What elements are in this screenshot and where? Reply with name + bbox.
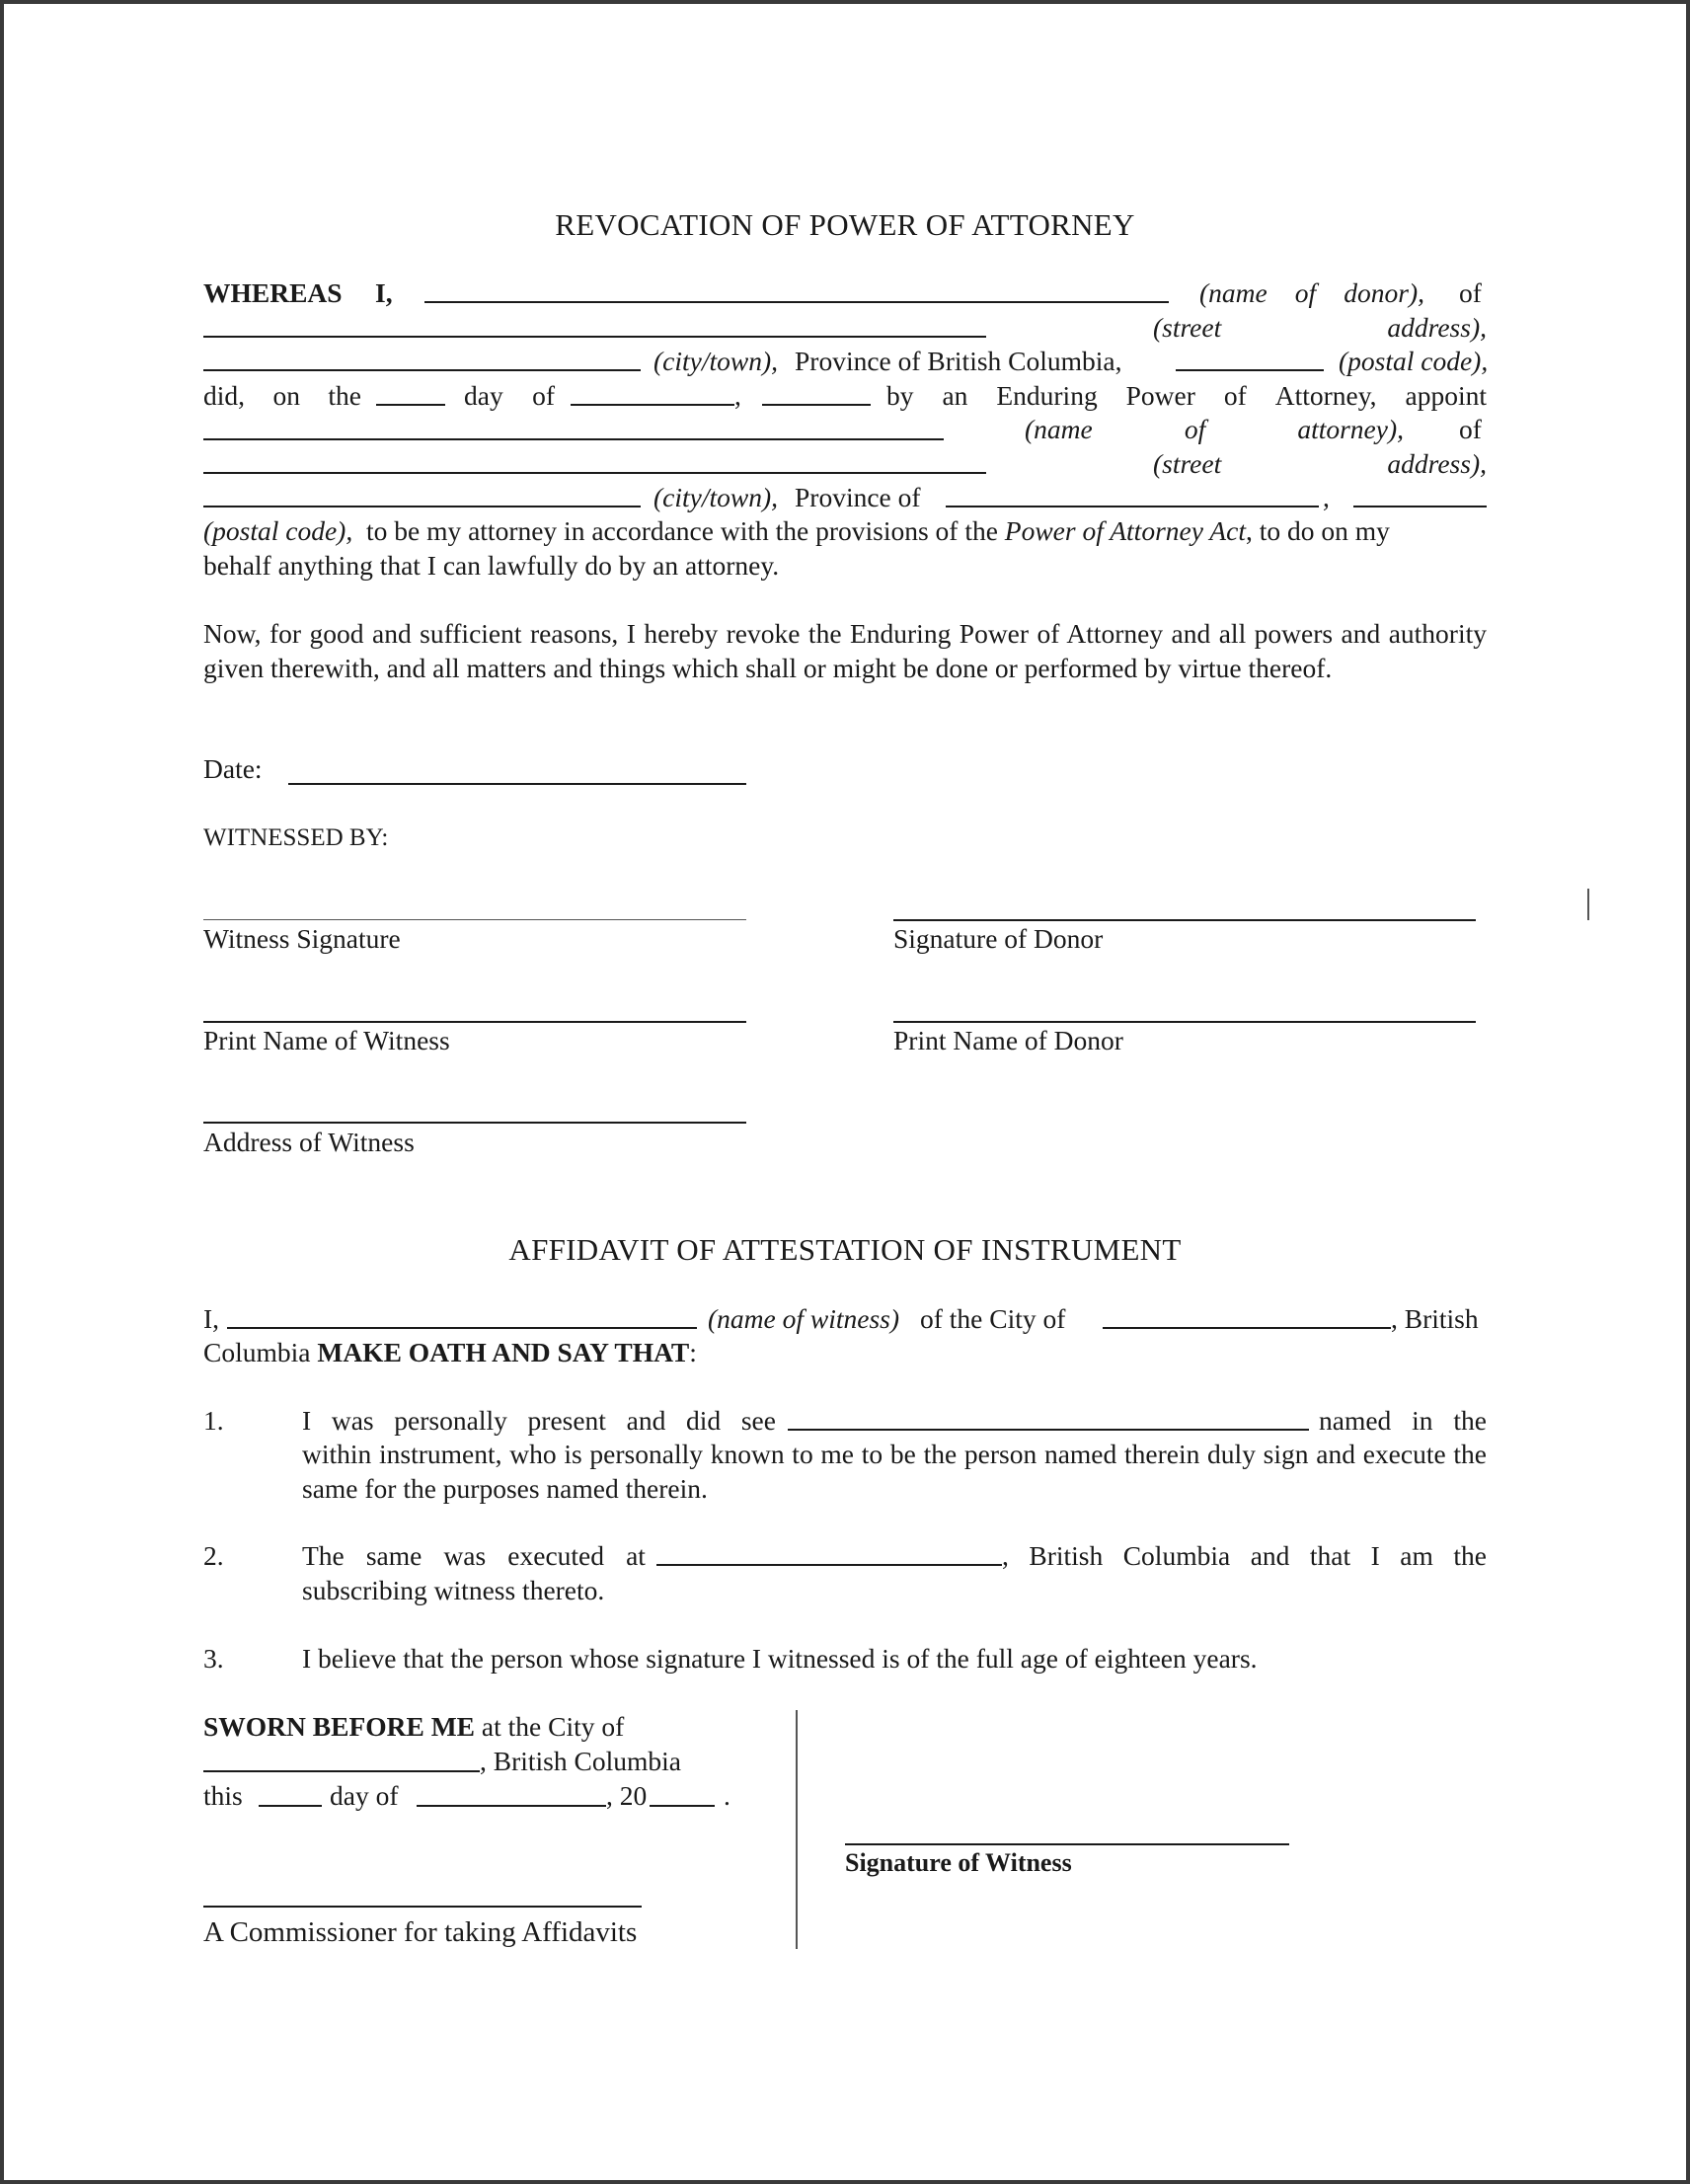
item-2-place-field[interactable]	[656, 1564, 1002, 1566]
item-1-number: 1.	[203, 1405, 224, 1436]
item-3-number: 3.	[203, 1643, 224, 1674]
epa-appoint-text: by an Enduring Power of Attorney, appoint	[886, 380, 1487, 411]
sworn-day-field[interactable]	[259, 1805, 322, 1807]
to-do-on-my-text: , to do on my	[1245, 515, 1390, 546]
item-3-text: I believe that the person whose signature I witnessed is of the full age of eighteen years.	[302, 1643, 1258, 1674]
province-bc-text: Province of British Columbia,	[795, 346, 1122, 376]
witness-address-field[interactable]	[203, 1122, 746, 1124]
item-2-text: subscribing witness thereto.	[302, 1575, 605, 1605]
attorney-provisions-text: to be my attorney in accordance with the provisions of the	[365, 515, 998, 546]
of-the-city-of-text: of the City of	[920, 1303, 1066, 1334]
document-title: REVOCATION OF POWER OF ATTORNEY	[555, 207, 1135, 242]
sworn-line-1	[203, 1713, 624, 1741]
donor-signature-field[interactable]	[893, 919, 1476, 921]
donor-print-name-field[interactable]	[893, 1021, 1476, 1023]
affidavit-witness-signature-field[interactable]	[845, 1843, 1289, 1845]
witnessed-by-label: WITNESSED BY:	[203, 824, 389, 851]
affidavit-city-field[interactable]	[1103, 1327, 1391, 1329]
comma: ,	[734, 380, 741, 411]
date-label: Date:	[203, 753, 263, 784]
appointment-month-field[interactable]	[571, 404, 734, 406]
item-2-tail: , British Columbia and that I am the	[1002, 1540, 1487, 1571]
donor-signature-label: Signature of Donor	[893, 923, 1104, 954]
witness-print-name-label: Print Name of Witness	[203, 1025, 450, 1055]
affidavit-i-label: I,	[203, 1303, 220, 1334]
attorney-street-field[interactable]	[203, 472, 986, 474]
attorney-province-field[interactable]	[946, 506, 1319, 507]
witness-name-caption: (name of witness)	[708, 1303, 900, 1334]
sworn-city-field[interactable]	[203, 1770, 480, 1772]
british-text: , British	[1391, 1303, 1479, 1334]
witness-signature-label: Witness Signature	[203, 923, 401, 954]
attorney-postal-field[interactable]	[1353, 506, 1487, 507]
sworn-this-text: this	[203, 1780, 243, 1811]
item-2-number: 2.	[203, 1540, 224, 1571]
item-1-text: within instrument, who is personally known to me to be the person named therein duly sign and execute the same for the purposes named therein.	[302, 1439, 1487, 1504]
sworn-year-prefix: , 20	[606, 1780, 648, 1811]
attorney-provisions-line	[203, 517, 1487, 545]
of-word: of	[1459, 277, 1482, 308]
witness-signature-field[interactable]	[203, 919, 746, 920]
item-1-lead: I was personally present and did see	[302, 1405, 776, 1436]
item-1-tail: named in the	[1319, 1405, 1487, 1436]
sworn-month-field[interactable]	[417, 1805, 606, 1807]
sworn-year-field[interactable]	[650, 1805, 715, 1807]
columbia-text: Columbia	[203, 1337, 311, 1367]
whereas-label: WHEREAS	[203, 277, 343, 308]
attorney-street-caption: (street address),	[1153, 448, 1487, 479]
attorney-postal-caption: (postal code),	[203, 515, 353, 546]
donor-city-field[interactable]	[203, 369, 641, 371]
attorney-city-caption: (city/town),	[653, 482, 779, 512]
sworn-divider	[796, 1710, 798, 1949]
revoke-paragraph: Now, for good and sufficient reasons, I hereby revoke the Enduring Power of Attorney and all powers and authority given therewith, and all matters and things which shall or might be done or performed by virtue thereof.	[203, 618, 1487, 683]
act-name: Power of Attorney Act	[1004, 515, 1246, 546]
attorney-name-field[interactable]	[203, 438, 944, 440]
donor-postal-caption: (postal code),	[1339, 346, 1489, 376]
did-on-the-text: did, on the	[203, 380, 361, 411]
commissioner-signature-field[interactable]	[203, 1906, 642, 1908]
day-of-text: day of	[464, 380, 555, 411]
donor-postal-field[interactable]	[1176, 369, 1324, 371]
make-oath-line	[203, 1339, 697, 1366]
colon: :	[689, 1337, 697, 1367]
of-word-2: of	[1459, 414, 1482, 444]
affidavit-witness-name-field[interactable]	[227, 1327, 697, 1329]
appointment-day-field[interactable]	[376, 404, 445, 406]
i-label: I,	[375, 277, 393, 308]
item-2-lead: The same was executed at	[302, 1540, 646, 1571]
make-oath-text: MAKE OATH AND SAY THAT	[317, 1337, 690, 1367]
witness-print-name-field[interactable]	[203, 1021, 746, 1023]
appointment-year-field[interactable]	[762, 404, 871, 406]
text-cursor-mark	[1587, 889, 1589, 920]
donor-name-field[interactable]	[424, 301, 1169, 303]
donor-print-name-label: Print Name of Donor	[893, 1025, 1123, 1055]
sworn-period: .	[724, 1780, 730, 1811]
date-field[interactable]	[288, 783, 746, 785]
at-city-of-text: at the City of	[481, 1711, 625, 1742]
donor-city-caption: (city/town),	[653, 346, 779, 376]
attorney-city-field[interactable]	[203, 506, 641, 507]
sworn-british-columbia: , British Columbia	[480, 1746, 681, 1776]
donor-street-field[interactable]	[203, 336, 986, 338]
attorney-name-caption: (name of attorney),	[1025, 414, 1404, 444]
sworn-before-me-text: SWORN BEFORE ME	[203, 1711, 476, 1742]
comma-2: ,	[1323, 482, 1330, 512]
donor-name-caption: (name of donor),	[1199, 277, 1424, 308]
affidavit-title: AFFIDAVIT OF ATTESTATION OF INSTRUMENT	[508, 1232, 1182, 1267]
donor-street-caption: (street address),	[1153, 312, 1487, 343]
witness-address-label: Address of Witness	[203, 1127, 415, 1157]
province-of-text: Province of	[795, 482, 921, 512]
sworn-day-of-text: day of	[330, 1780, 399, 1811]
commissioner-label: A Commissioner for taking Affidavits	[203, 1916, 638, 1948]
behalf-text: behalf anything that I can lawfully do by an attorney.	[203, 550, 780, 581]
affidavit-witness-signature-label: Signature of Witness	[845, 1848, 1072, 1877]
item-1-person-field[interactable]	[788, 1429, 1309, 1431]
